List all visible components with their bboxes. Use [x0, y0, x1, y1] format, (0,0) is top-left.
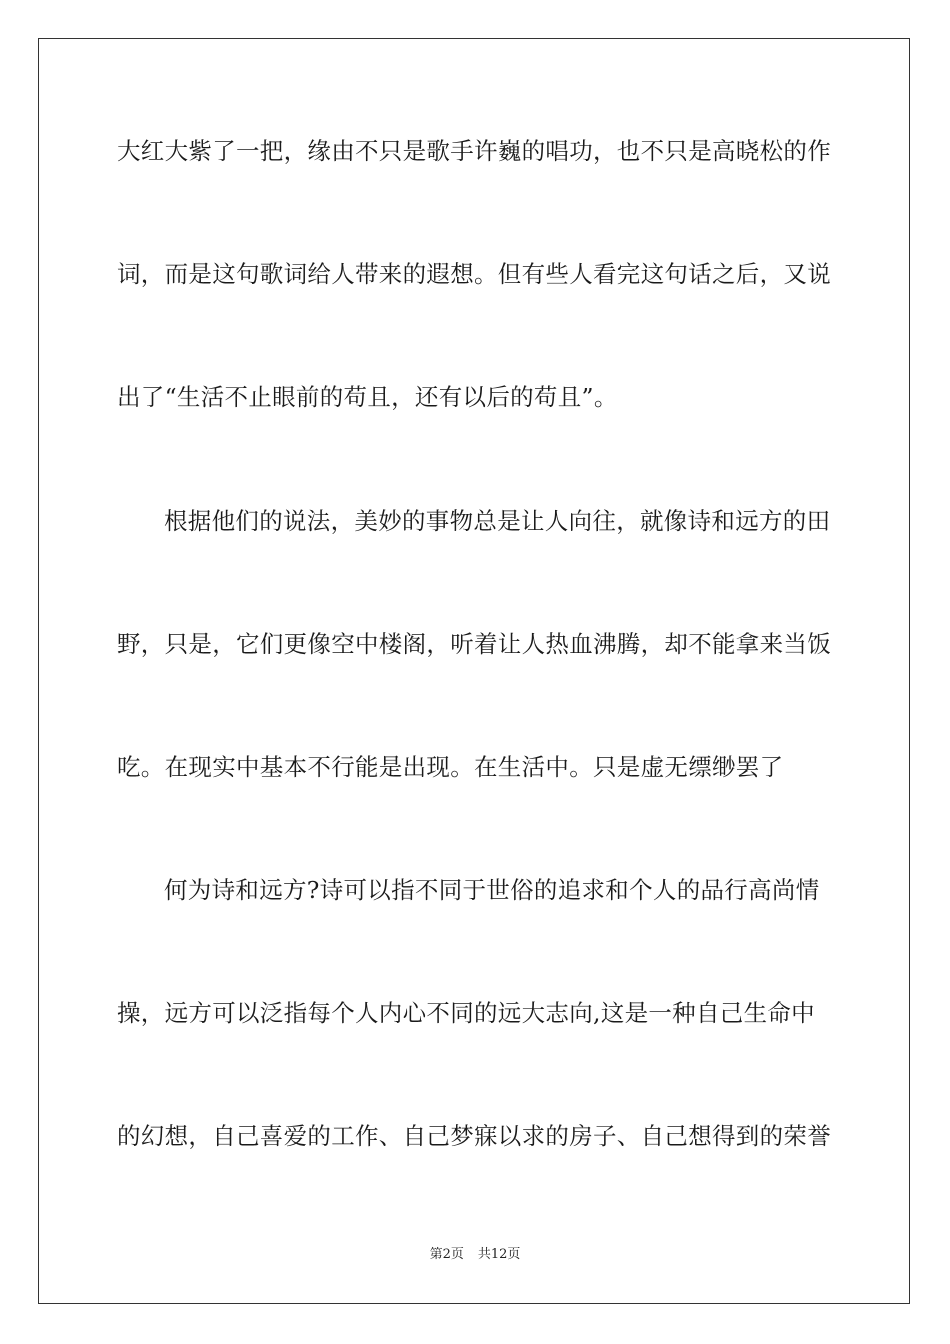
paragraph-line: 根据他们的说法，美妙的事物总是让人向往，就像诗和远方的田: [164, 507, 831, 535]
page-footer: [0, 1247, 950, 1263]
paragraph-line: 野，只是，它们更像空中楼阁，听着让人热血沸腾，却不能拿来当饭: [117, 630, 831, 658]
paragraph-line: 出了“生活不止眼前的苟且，还有以后的苟且”。: [117, 383, 618, 411]
total-page-count: 共12页: [477, 1247, 521, 1262]
page-border: [38, 38, 910, 1304]
paragraph-line: 大红大紫了一把，缘由不只是歌手许巍的唱功，也不只是高晓松的作: [117, 137, 831, 165]
paragraph-line: 的幻想，自己喜爱的工作、自己梦寐以求的房子、自己想得到的荣誉: [117, 1122, 831, 1150]
current-page-number: 第2页: [429, 1247, 464, 1262]
paragraph-line: 词，而是这句歌词给人带来的遐想。但有些人看完这句话之后，又说: [117, 260, 831, 288]
paragraph-line: 何为诗和远方?诗可以指不同于世俗的追求和个人的品行高尚情: [164, 876, 820, 904]
paragraph-line: 操，远方可以泛指每个人内心不同的远大志向,这是一种自己生命中: [117, 999, 815, 1027]
paragraph-line: 吃。在现实中基本不行能是出现。在生活中。只是虚无缥缈罢了: [117, 753, 784, 781]
